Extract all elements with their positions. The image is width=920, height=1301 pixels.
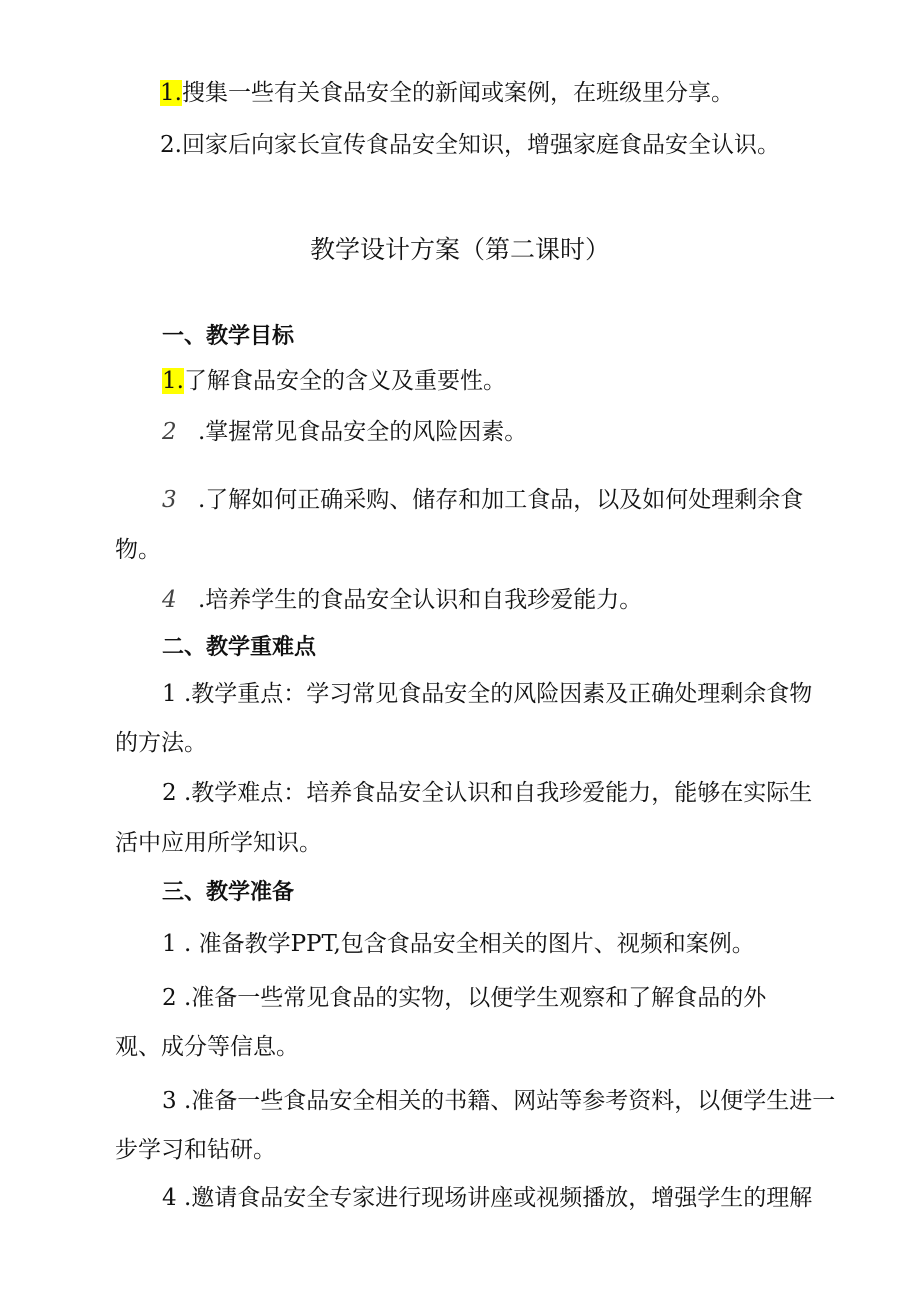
objective-item-3-text: .了解如何正确采购、储存和加工食品，以及如何处理剩余食 [198,487,804,513]
section-heading-key-points: 二、教学重难点 [162,634,317,660]
preparation-item-2: 2 .准备一些常见食品的实物，以便学生观察和了解食品的外 [162,985,767,1011]
objective-item-3-continued: 物。 [115,537,161,563]
highlighted-number: 1. [160,80,182,106]
key-point-item-2: 2 .教学难点：培养食品安全认识和自我珍爱能力，能够在实际生 [162,780,813,806]
highlighted-number: 1. [162,368,184,394]
section-heading-objectives: 一、教学目标 [162,323,295,349]
preparation-item-3: 3 .准备一些食品安全相关的书籍、网站等参考资料，以便学生进一 [162,1088,836,1114]
key-point-item-1: 1 .教学重点：学习常见食品安全的风险因素及正确处理剩余食物 [162,681,813,707]
objective-item-3 [162,485,803,515]
preparation-item-1: 1 . 准备教学PPT,包含食品安全相关的图片、视频和案例。 [162,931,755,957]
objective-item-4 [162,585,642,615]
objective-item-2 [162,417,527,447]
homework-item-1-text: 搜集一些有关食品安全的新闻或案例，在班级里分享。 [181,80,734,106]
key-point-item-1-continued: 的方法。 [115,730,207,756]
preparation-item-4: 4 .邀请食品安全专家进行现场讲座或视频播放，增强学生的理解 [162,1185,813,1211]
key-point-item-2-continued: 活中应用所学知识。 [115,830,322,856]
page-title: 教学设计方案（第二课时） [309,235,610,264]
objective-item-1-text: 了解食品安全的含义及重要性。 [183,368,506,394]
objective-item-4-text: .培养学生的食品安全认识和自我珍爱能力。 [198,587,643,613]
objective-item-1 [162,366,506,396]
section-heading-preparation: 三、教学准备 [162,879,295,905]
item-number: 2 [162,419,177,445]
preparation-item-2-continued: 观、成分等信息。 [115,1034,299,1060]
preparation-item-3-continued: 步学习和钻研。 [115,1137,276,1163]
objective-item-2-text: .掌握常见食品安全的风险因素。 [198,419,528,445]
item-number: 4 [162,587,177,613]
homework-item-1 [160,78,734,108]
homework-item-2: 2.回家后向家长宣传食品安全知识，增强家庭食品安全认识。 [160,132,780,158]
item-number: 3 [162,487,177,513]
